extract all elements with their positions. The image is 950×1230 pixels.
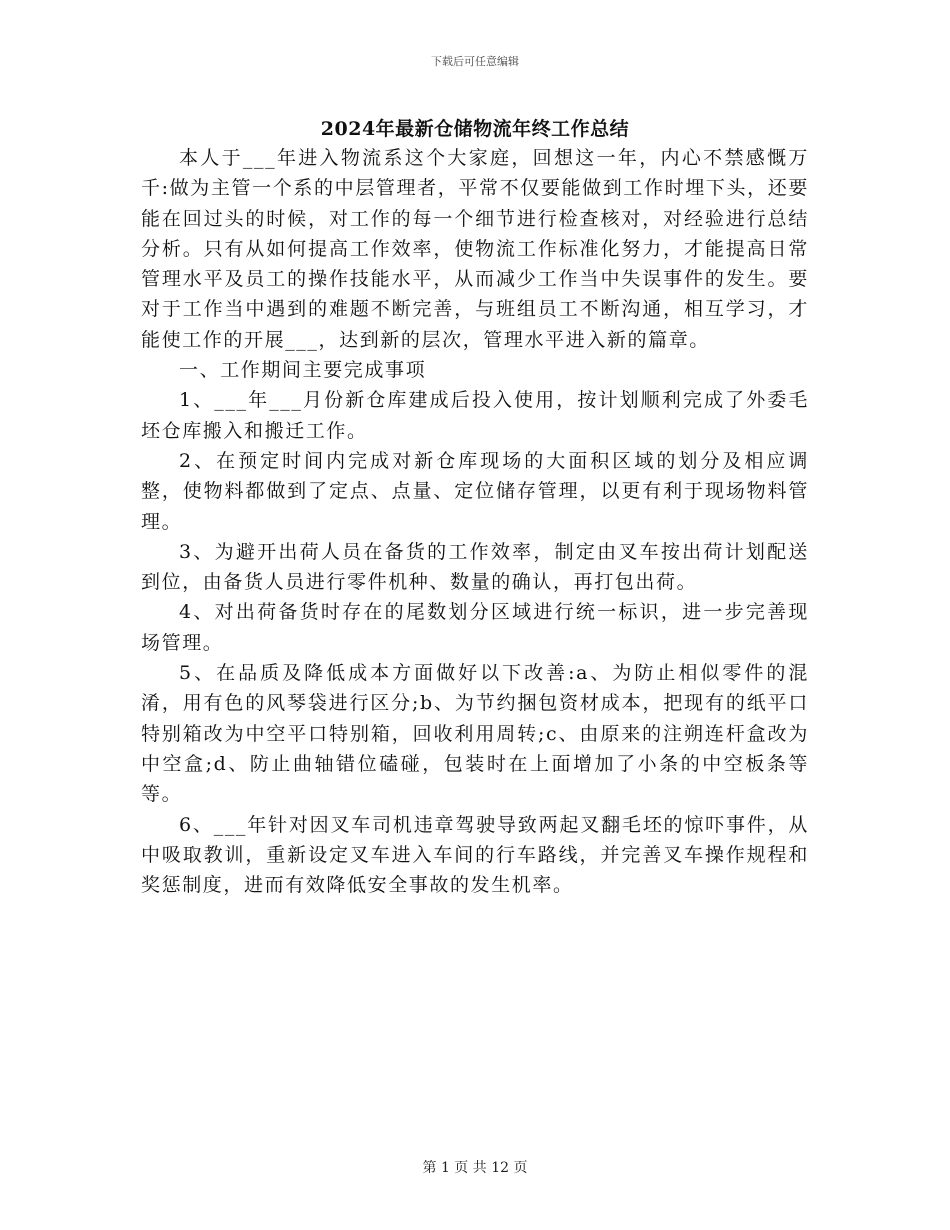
section-heading: 一、工作期间主要完成事项 <box>179 359 427 382</box>
list-item: 1、___年___月份新仓库建成后投入使用，按计划顺利完成了外委毛坯仓库搬入和搬迁工作。 <box>141 389 809 442</box>
paragraph-intro: 本人于___年进入物流系这个大家庭，回想这一年，内心不禁感慨万千:做为主管一个系的中层管理者，平常不仅要能做到工作时埋下头，还要能在回过头的时候，对工作的每一个细节进行检查核对，对经验进行总结分析。只有从如何提高工作效率，使物流工作标准化努力，才能提高日常管理水平及员工的操作技能水平，从而减少工作当中失误事件的发生。要对于工作当中遇到的难题不断完善，与班组员工不断沟通，相互学习，才能使工作的开展___，达到新的层次，管理水平进入新的篇章。 <box>141 147 809 351</box>
list-item: 3、为避开出荷人员在备货的工作效率，制定由叉车按出荷计划配送到位，由备货人员进行零件机种、数量的确认，再打包出荷。 <box>141 540 809 594</box>
list-item: 6、___年针对因叉车司机违章驾驶导致两起叉翻毛坯的惊吓事件，从中吸取教训，重新设定叉车进入车间的行车路线，并完善叉车操作规程和奖惩制度，进而有效降低安全事故的发生机率。 <box>141 813 809 897</box>
header-note: 下载后可任意编辑 <box>431 55 519 68</box>
list-item: 4、对出荷备货时存在的尾数划分区域进行统一标识，进一步完善现场管理。 <box>141 601 809 654</box>
page-number: 第 1 页 共 12 页 <box>422 1160 528 1176</box>
document-title: 2024年最新仓储物流年终工作总结 <box>320 118 630 140</box>
list-item: 5、在品质及降低成本方面做好以下改善:a、为防止相似零件的混淆，用有色的风琴袋进行区分;b、为节约捆包资材成本，把现有的纸平口特别箱改为中空平口特别箱，回收利用周转;c、由原来的注朔连杆盒改为中空盒;d、防止曲轴错位磕碰，包装时在上面增加了小条的中空板条等等。 <box>141 662 809 806</box>
document-body <box>141 143 809 900</box>
list-item: 2、在预定时间内完成对新仓库现场的大面积区域的划分及相应调整，使物料都做到了定点、点量、定位储存管理，以更有利于现场物料管理。 <box>141 449 809 533</box>
